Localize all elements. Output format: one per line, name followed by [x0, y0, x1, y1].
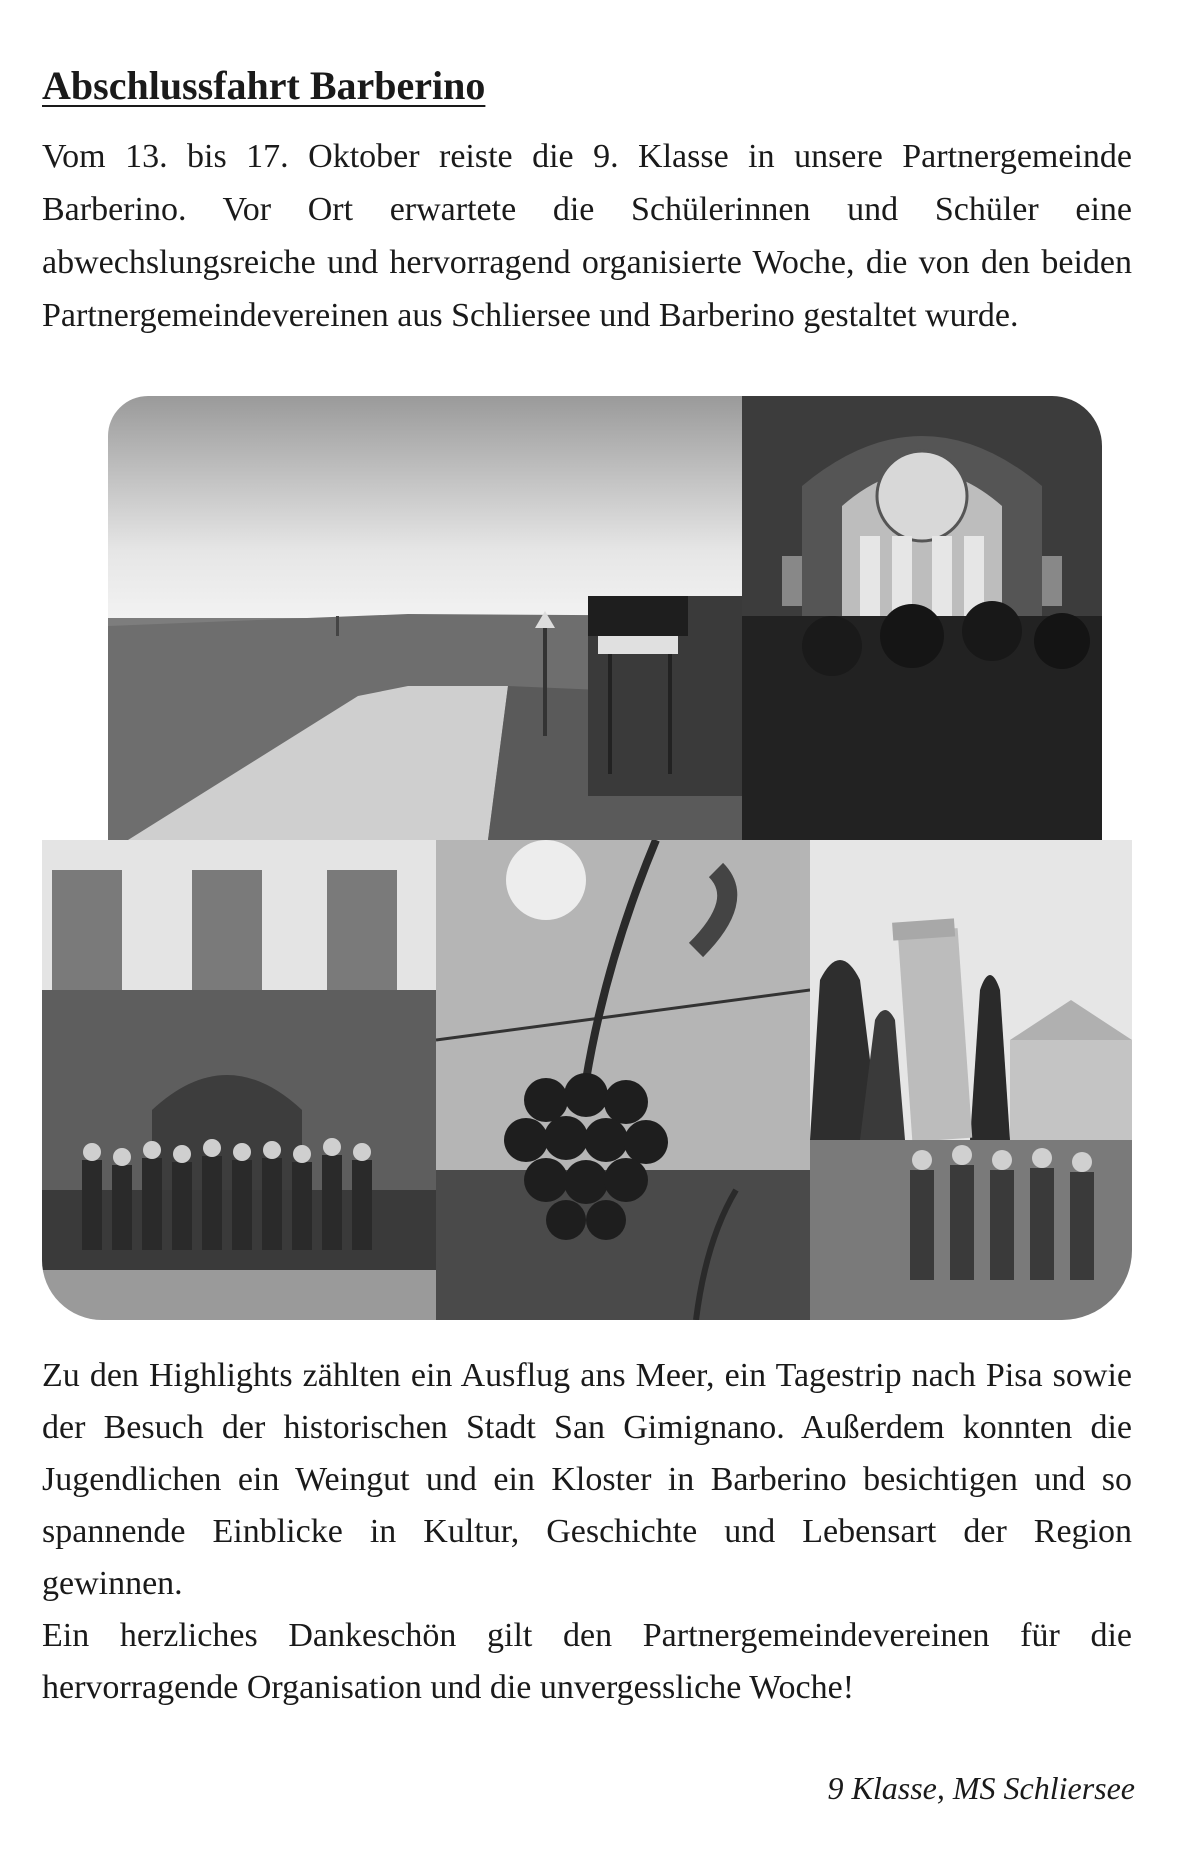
signature: 9 Klasse, MS Schliersee [827, 1770, 1135, 1806]
highlights-paragraph: Zu den Highlights zählten ein Ausflug ans Meer, ein Tagestrip nach Pisa sowie der Besuch der historischen Stadt San Gimignano. Außerdem konnten die Jugendlichen ein Weingut und ein Kloster in Barberino besichtigen und so spannende Einblicke in Kultur, Geschichte und Lebensart der Region gewinnen. [42, 1357, 1132, 1602]
church-interior-photo [742, 396, 1102, 840]
group-at-villa-photo [42, 840, 436, 1320]
article-title: Abschlussfahrt Barberino [42, 63, 486, 108]
country-road-photo [108, 396, 742, 840]
grapes-vineyard-photo [436, 840, 810, 1320]
pisa-tower-photo [810, 840, 1132, 1320]
intro-paragraph: Vom 13. bis 17. Oktober reiste die 9. Klasse in unsere Partnergemeinde Barberino. Vor Ort erwartete die Schülerinnen und Schüler eine abwechslungsreiche und hervorragend organisierte Woche, die von den beiden Partnergemeindevereinen aus Schliersee und Barberino gestaltet wurde. [42, 138, 1132, 334]
thanks-paragraph: Ein herzliches Dankeschön gilt den Partnergemeindevereinen für die hervorragende Organisation und die unvergessliche Woche! [42, 1617, 1132, 1706]
